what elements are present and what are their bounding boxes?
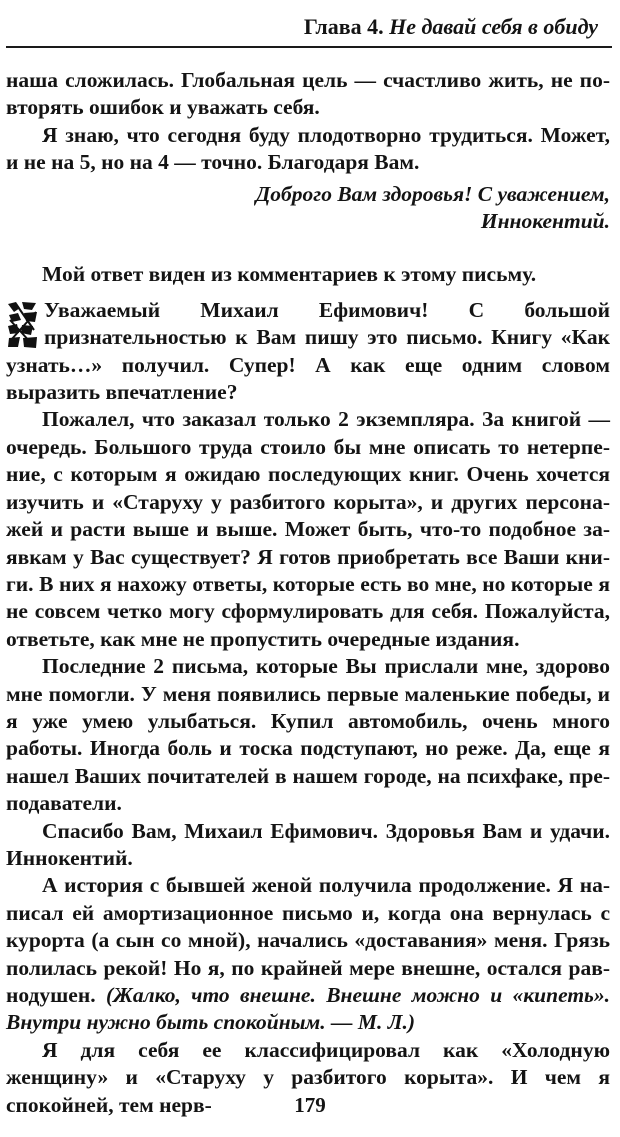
page-number: 179 <box>294 1093 326 1117</box>
paragraph: Я для себя ее классифицировал как «Холодную женщину» и «Старуху у разбитого корыта». И чем я спокойней, тем нерв- <box>6 1037 610 1117</box>
letter-ornament-icon <box>6 300 40 350</box>
spacer <box>6 235 610 261</box>
header-rule <box>6 46 612 48</box>
paragraph-with-comment <box>6 872 610 1036</box>
letter-opening-paragraph: Уважаемый Михаил Ефимович! С большой признательностью к Вам пишу это письмо. Книгу «Как узнать…» получил. Супер! А как еще одним словом выразить впечатление? <box>6 297 610 405</box>
paragraph-continuation: наша сложилась. Глобальная цель — счастливо жить, не повторять ошибок и уважать себя. <box>6 68 610 120</box>
paragraph: Спасибо Вам, Михаил Ефимович. Здоровья Вам и удачи. Иннокентий. <box>6 818 610 870</box>
page-body <box>6 67 610 1119</box>
author-reply-note: Мой ответ виден из комментариев к этому письму. <box>42 262 537 287</box>
paragraph: Я знаю, что сегодня буду плодотворно трудиться. Может, и не на 5, но на 4 — точно. Благодаря Вам. <box>6 122 610 175</box>
chapter-label: Глава 4. <box>303 14 384 39</box>
signature-line-1: Доброго Вам здоровья! С уважением, <box>255 181 610 206</box>
paragraph: Пожалел, что заказал только 2 экземпляра. За книгой — очередь. Большого труда стоило бы мне описать то нетерпение, с которым я ожидаю последующих книг. Очень хочется изучить и «Старуху у разбитого корыта», и других персонажей и расти выше и выше. Может быть, что-то подобное заявкам у Вас существует? Я готов приобретать все Ваши книги. В них я нахожу ответы, которые есть во мне, но которые я не совсем четко могу сформулировать для себя. Пожалуйста, ответьте, как мне не пропустить очередные издания. <box>6 407 610 651</box>
author-comment: (Жалко, что внешне. Внешне можно и «кипеть». Внутри нужно быть спокойным. — М. Л.) <box>6 983 610 1035</box>
signature-line-2: Иннокентий. <box>480 209 610 234</box>
paragraph: Последние 2 письма, которые Вы прислали мне, здорово мне помогли. У меня появились первые маленькие победы, и я уже умею улыбаться. Купил автомобиль, очень много работы. Иногда боль и тоска подступают, но реже. Да, еще я нашел Ваших почитателей в нашем городе, на психфаке, преподаватели. <box>6 654 610 816</box>
chapter-title: Не давай себя в обиду <box>389 14 598 39</box>
running-header <box>304 14 598 40</box>
letter-block <box>6 297 610 407</box>
paragraph-text: А история с бывшей женой получила продолжение. Я написал ей амортизационное письмо и, когда она вернулась с курорта (а сын со мной), начались «доставания» меня. Грязь полилась рекой! Но я, по крайней мере внешне, остался равнодушен. <box>6 873 610 1007</box>
